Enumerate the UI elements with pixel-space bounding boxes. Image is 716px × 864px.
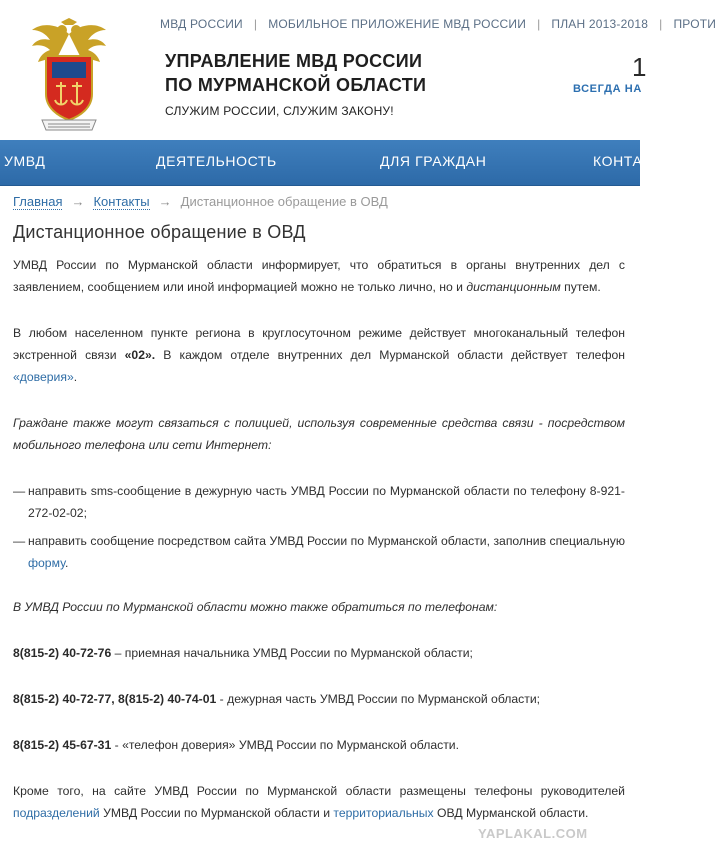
top-links-bar (160, 17, 716, 31)
paragraph-intro (13, 254, 625, 298)
hotline-mid: В каждом отделе внутренних дел Мурманской области действует телефон (155, 348, 625, 362)
paragraph-remote-contact (13, 412, 625, 456)
phones-intro-italic: В УМВД России по Мурманской области можно также обратиться по телефонам: (13, 600, 498, 614)
top-link-mobile-app[interactable]: МОБИЛЬНОЕ ПРИЛОЖЕНИЕ МВД РОССИИ (268, 17, 527, 31)
form-text: направить сообщение посредством сайта УМВД России по Мурманской области, заполнив специальную (28, 534, 625, 548)
phone-number-duty: 8(815-2) 40-72-77, 8(815-2) 40-74-01 (13, 692, 217, 706)
top-link-plan[interactable]: ПЛАН 2013-2018 (551, 17, 649, 31)
phone-reception (13, 642, 625, 664)
phone-desc-duty: - дежурная часть УМВД России по Мурманской области; (216, 692, 541, 706)
organization-title[interactable] (165, 49, 465, 97)
form-end: . (64, 556, 69, 570)
phone-desc-reception: – приемная начальника УМВД России по Мурманской области; (111, 646, 473, 660)
paragraph-leaders (13, 780, 625, 824)
trust-line-link[interactable]: «доверия» (13, 370, 74, 384)
paragraph-hotline (13, 322, 625, 388)
top-link-mvd-russia[interactable]: МВД РОССИИ (160, 17, 243, 31)
form-link[interactable]: форму (28, 556, 65, 570)
territorial-link[interactable]: территориальных (333, 806, 434, 820)
remote-contact-italic: Граждане также могут связаться с полицией, используя современные средства связи - посредством мобильного телефона или сети Интернет: (13, 416, 625, 452)
intro-end: путем. (560, 280, 601, 294)
hotline-number: 1 (632, 52, 647, 82)
phone-trust (13, 734, 625, 756)
breadcrumb-arrow-icon: → (71, 194, 85, 209)
breadcrumb-current: Дистанционное обращение в ОВД (180, 194, 388, 209)
page-title: Дистанционное обращение в ОВД (13, 222, 306, 242)
article-body (13, 254, 625, 824)
intro-italic: дистанционным (466, 280, 561, 294)
bullet-dash: — (13, 484, 26, 498)
mvd-murmansk-emblem-icon[interactable] (28, 16, 110, 132)
phone-desc-trust: - «телефон доверия» УМВД России по Мурманской области. (111, 738, 459, 752)
nav-item-umvd[interactable]: УМВД (4, 153, 46, 169)
intro-text: УМВД России по Мурманской области информирует, что обратиться в органы внутренних дел с заявлением, сообщением или иной информацией можно не только лично, но и (13, 258, 625, 294)
watermark: YAPLAKAL.COM (478, 826, 588, 841)
nav-item-activity[interactable]: ДЕЯТЕЛЬНОСТЬ (156, 153, 277, 169)
organization-title-line2: ПО МУРМАНСКОЙ ОБЛАСТИ (165, 75, 427, 95)
breadcrumb-arrow-icon: → (158, 194, 172, 209)
paragraph-phones-intro (13, 596, 625, 618)
breadcrumb-contacts-link[interactable]: Контакты (93, 194, 150, 209)
breadcrumb (13, 194, 388, 209)
organization-title-line1: УПРАВЛЕНИЕ МВД РОССИИ (165, 51, 423, 71)
departments-link[interactable]: подразделений (13, 806, 100, 820)
leaders-text: Кроме того, на сайте УМВД России по Мурманской области размещены телефоны руководителей (13, 784, 625, 798)
hotline-text: В любом населенном пункте региона в круглосуточном режиме действует многоканальный телефон экстренной связи (13, 326, 625, 362)
leaders-mid: УМВД России по Мурманской области и (99, 806, 334, 820)
hotline-caption: ВСЕГДА НА (573, 83, 642, 95)
bullet-dash: — (13, 534, 26, 548)
main-nav (0, 140, 643, 186)
nav-item-contacts[interactable]: КОНТА (593, 153, 643, 169)
top-link-separator: | (253, 17, 258, 31)
list-item-form (13, 530, 625, 574)
phone-number-trust: 8(815-2) 45-67-31 (13, 738, 112, 752)
top-link-anticorruption[interactable]: ПРОТИ (673, 17, 716, 31)
nav-item-for-citizens[interactable]: ДЛЯ ГРАЖДАН (380, 153, 487, 169)
top-link-separator: | (659, 17, 663, 31)
breadcrumb-home-link[interactable]: Главная (13, 194, 63, 209)
phone-duty (13, 688, 625, 710)
motto: СЛУЖИМ РОССИИ, СЛУЖИМ ЗАКОНУ! (165, 104, 394, 118)
list-item-sms (13, 480, 625, 524)
sms-text: направить sms-сообщение в дежурную часть УМВД России по Мурманской области по телефону 8-921-272-02-02; (28, 484, 625, 520)
leaders-end: ОВД Мурманской области. (433, 806, 589, 820)
top-link-separator: | (537, 17, 541, 31)
emergency-number: «02». (124, 348, 156, 362)
hotline-end: . (73, 370, 78, 384)
phone-number-reception: 8(815-2) 40-72-76 (13, 646, 112, 660)
